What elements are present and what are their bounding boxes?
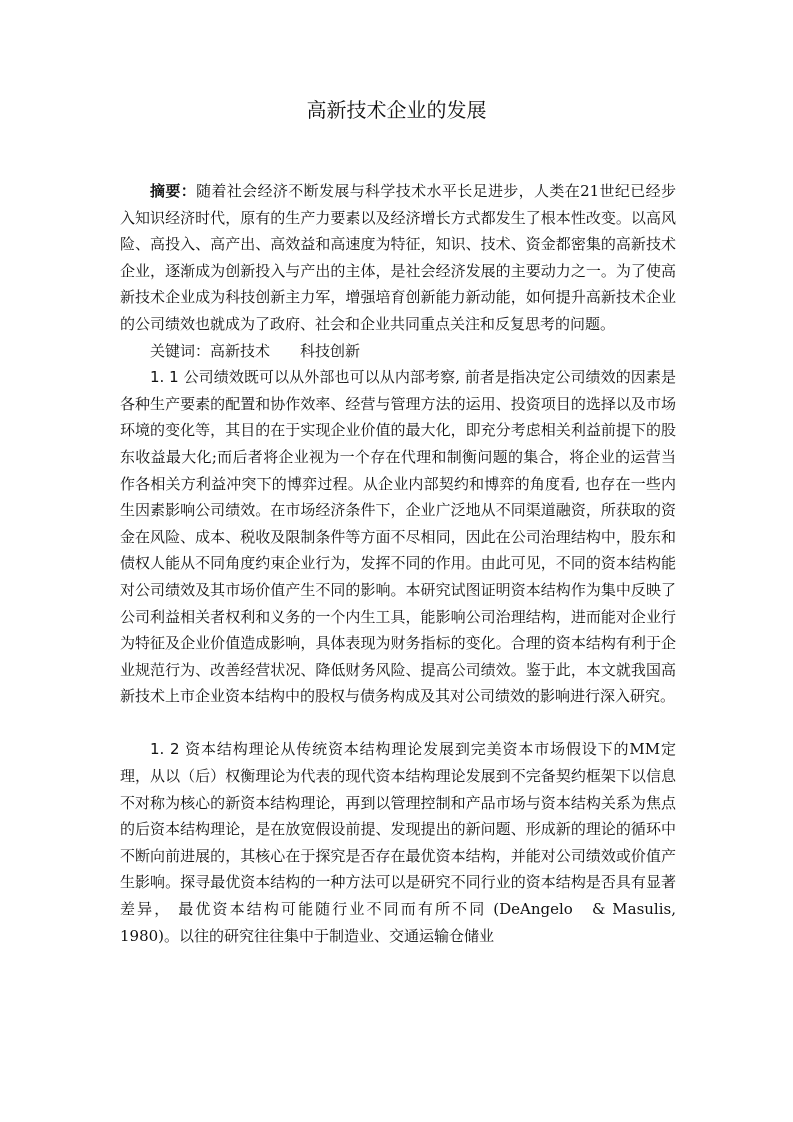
abstract-label: 摘要： (150, 182, 197, 200)
paragraph-spacer (120, 710, 676, 737)
keywords-label: 关键词： (150, 341, 211, 360)
keyword-item: 高新技术 (210, 341, 271, 360)
section-number: 1. 2 (150, 740, 180, 759)
section-1-1-paragraph (120, 364, 676, 710)
keywords-line (120, 338, 676, 365)
document-body (120, 178, 676, 949)
section-text: 公司绩效既可以从外部也可以从内部考察, 前者是指决定公司绩效的因素是各种生产要素的配置和协作效率、经营与管理方法的运用、投资项目的选择以及市场环境的变化等，其目的在于实现企业价值的最大化，即充分考虑相关利益前提下的股东收益最大化;而后者将企业视为一个存在代理和制衡问题的集合，将企业的运营当作各相关方利益冲突下的博弈过程。从企业内部契约和博弈的角度看, 也存在一些内生因素影响公司绩效。在市场经济条件下，企业广泛地从不同渠道融资，所获取的资金在风险、成本、税收及限制条件等方面不尽相同，因此在公司治理结构中，股东和债权人能从不同角度约束企业行为，发挥不同的作用。由此可见，不同的资本结构能对公司绩效及其市场价值产生不同的影响。本研究试图证明资本结构作为集中反映了公司利益相关者权利和义务的一个内生工具，能影响公司治理结构，进而能对企业行为特征及企业价值造成影响，具体表现为财务指标的变化。合理的资本结构有利于企业规范行为、改善经营状况、降低财务风险、提高公司绩效。鉴于此，本文就我国高新技术上市企业资本结构中的股权与债务构成及其对公司绩效的影响进行深入研究。 (120, 368, 676, 706)
page-title: 高新技术企业的发展 (306, 98, 487, 122)
section-1-2-paragraph (120, 736, 676, 949)
keyword-item: 科技创新 (300, 341, 361, 360)
section-text: 资本结构理论从传统资本结构理论发展到完美资本市场假设下的MM定理，从以（后）权衡理论为代表的现代资本结构理论发展到不完备契约框架下以信息不对称为核心的新资本结构理论，再到以管理控制和产品市场与资本结构关系为焦点的后资本结构理论，是在放宽假设前提、发现提出的新问题、形成新的理论的循环中不断向前进展的，其核心在于探究是否存在最优资本结构，并能对公司绩效或价值产生影响。探寻最优资本结构的一种方法可以是研究不同行业的资本结构是否具有显著差异， 最优资本结构可能随行业不同而有所不同 (DeAngelo & Masulis, 1980)。以往的研究往往集中于制造业、交通运输仓储业 (120, 740, 676, 945)
abstract-paragraph (120, 178, 676, 338)
section-number: 1. 1 (150, 368, 179, 387)
abstract-text: 随着社会经济不断发展与科学技术水平长足进步，人类在21世纪已经步入知识经济时代，原有的生产力要素以及经济增长方式都发生了根本性改变。以高风险、高投入、高产出、高效益和高速度为特征，知识、技术、资金都密集的高新技术企业，逐渐成为创新投入与产出的主体，是社会经济发展的主要动力之一。为了使高新技术企业成为科技创新主力军，增强培育创新能力新动能，如何提升高新技术企业的公司绩效也就成为了政府、社会和企业共同重点关注和反复思考的问题。 (120, 182, 676, 333)
